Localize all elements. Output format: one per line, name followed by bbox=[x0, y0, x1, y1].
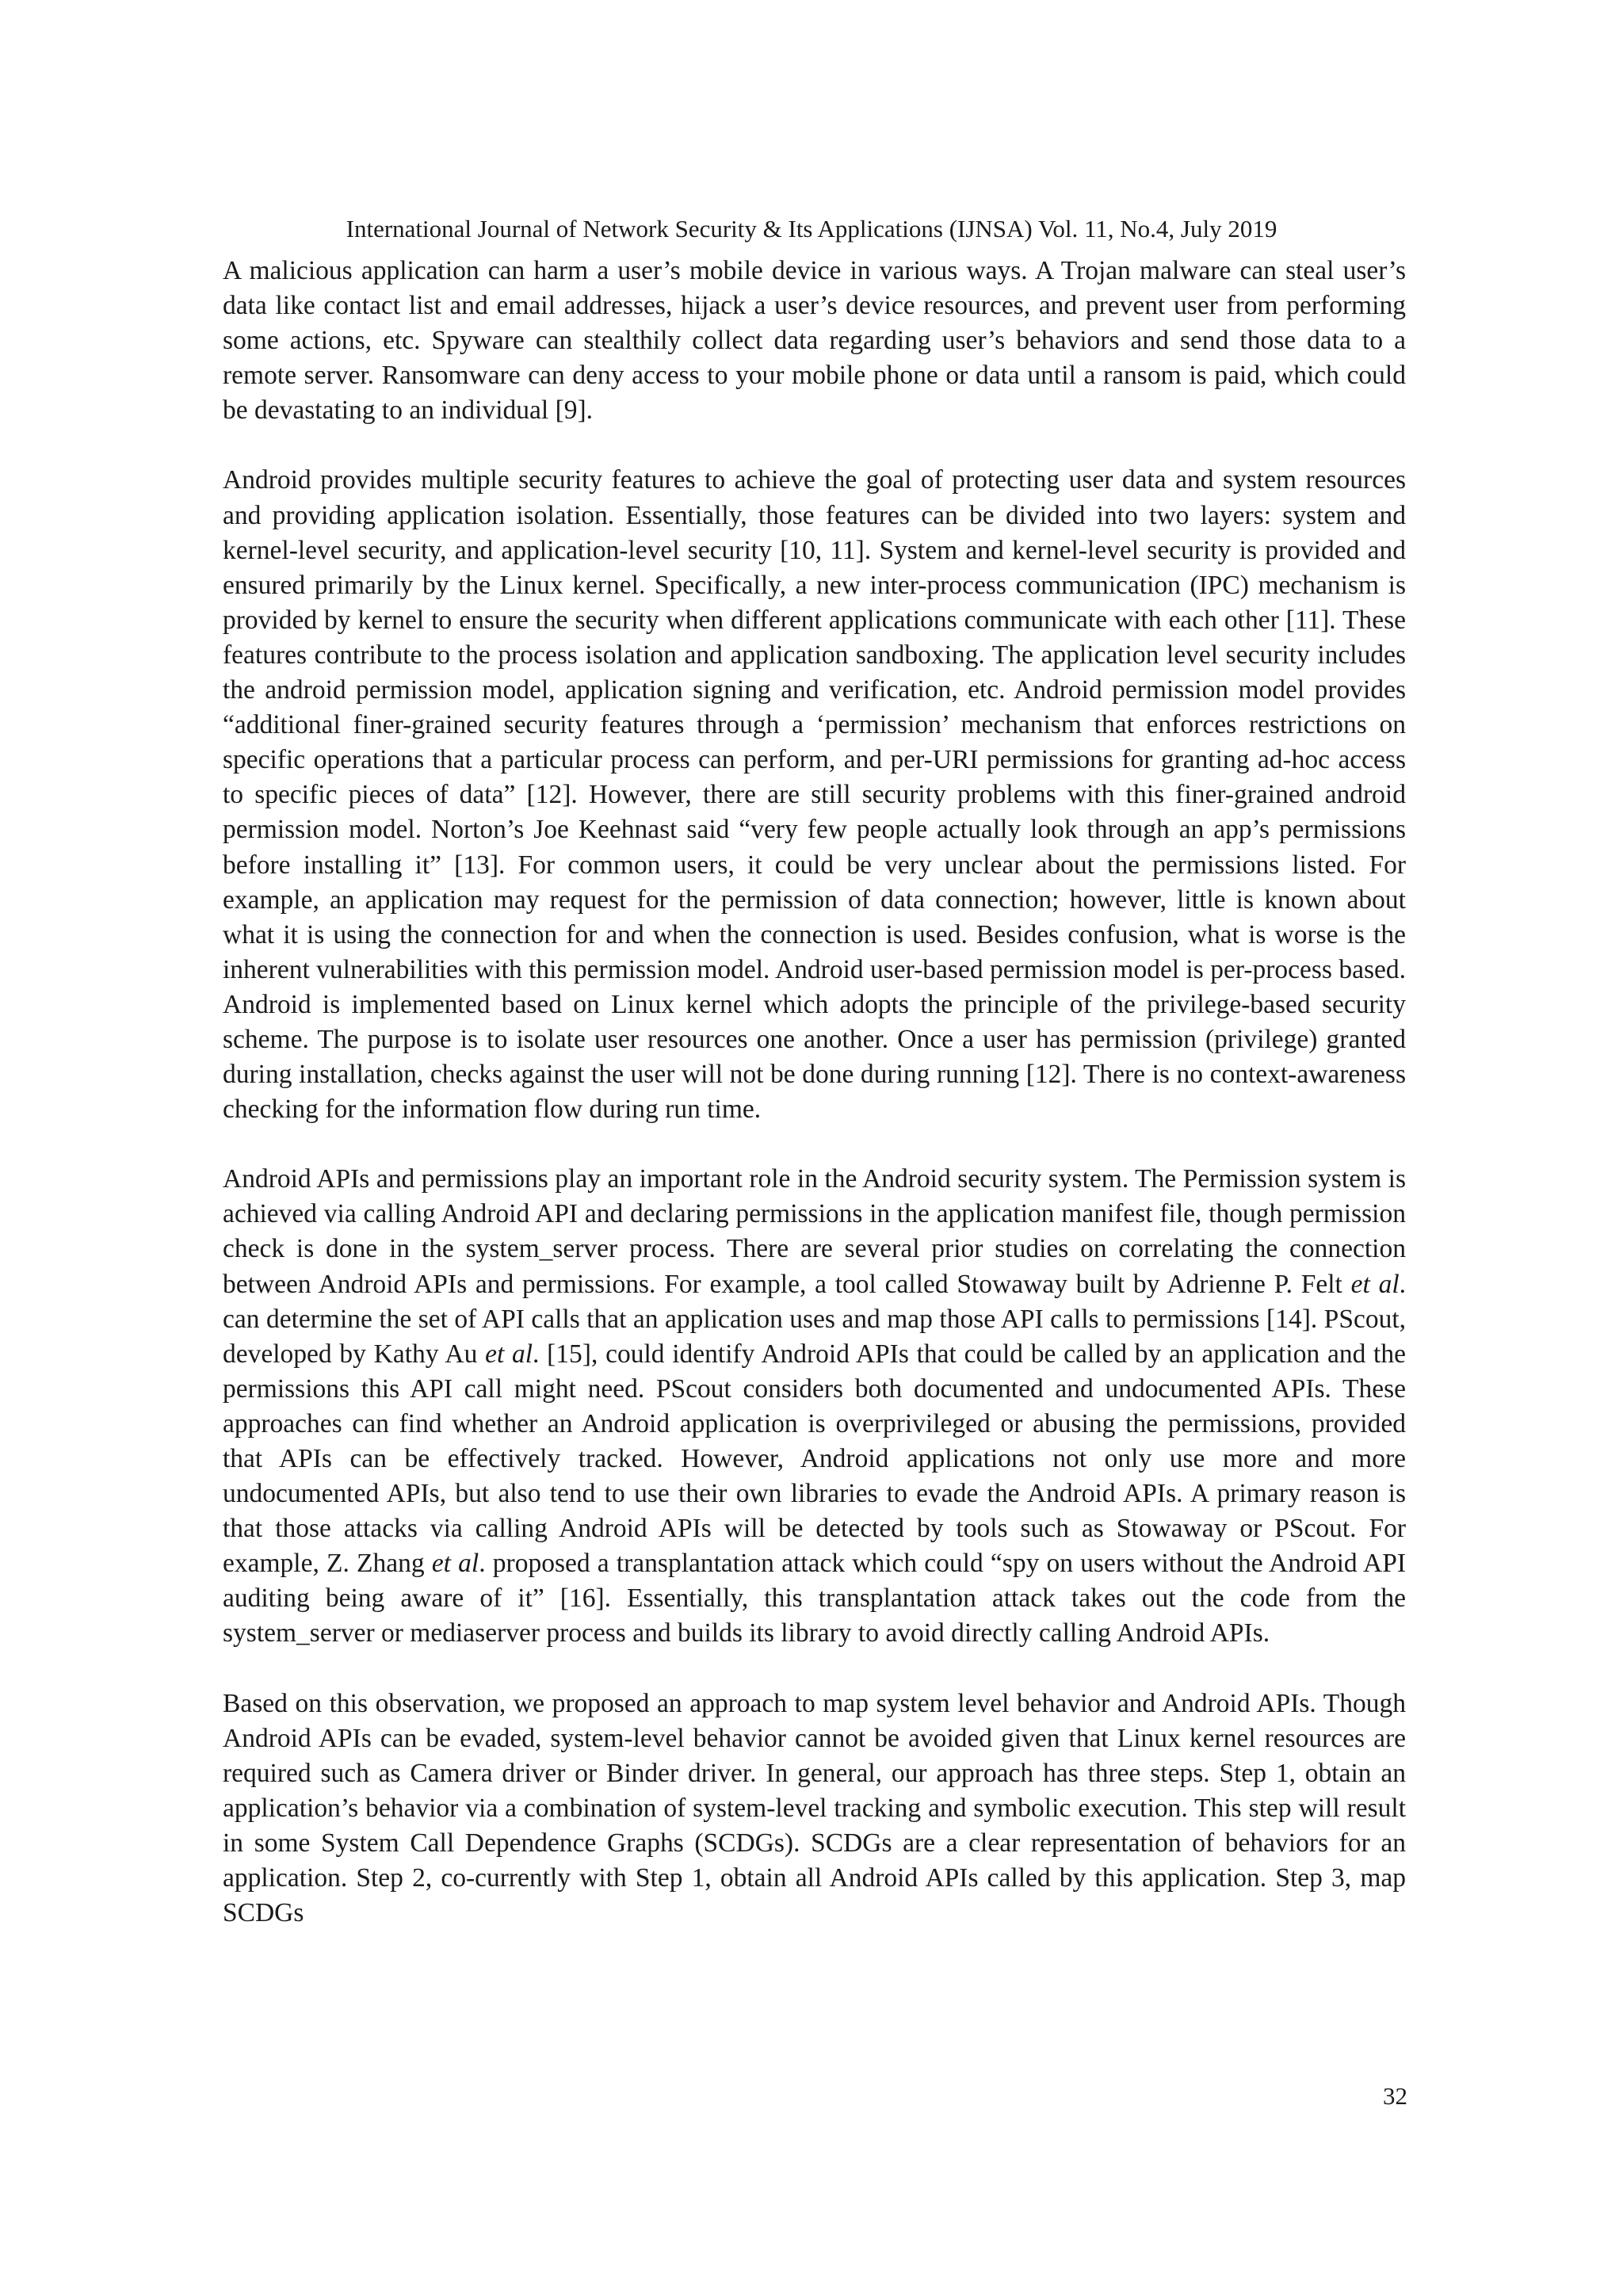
paragraph-text: . can determine the set of API calls that an application uses and map those API calls to permissions [14]. PScout, developed by Kathy Au bbox=[223, 1269, 1406, 1369]
paragraph-text: . [15], could identify Android APIs that could be called by an application and the permissions this API call might need. PScout considers both documented and undocumented APIs. These approaches can find whether an Android application is overprivileged or abusing the permissions, provided that APIs can be effectively tracked. However, Android applications not only use more and more undocumented APIs, but also tend to use their own libraries to evade the Android APIs. A primary reason is that those attacks via calling Android APIs will be detected by tools such as Stowaway or PScout. For example, Z. Zhang bbox=[223, 1339, 1406, 1579]
paragraph-proposed-approach bbox=[223, 1687, 1406, 1931]
paragraph-text: Based on this observation, we proposed an approach to map system level behavior and Android APIs. Though Android APIs can be evaded, system-level behavior cannot be avoided given that Linux kernel resources are required such as Camera driver or Binder driver. In general, our approach has three steps. Step 1, obtain an application’s behavior via a combination of system-level tracking and symbolic execution. This step will result in some System Call Dependence Graphs (SCDGs). SCDGs are a clear representation of behaviors for an application. Step 2, co-currently with Step 1, obtain all Android APIs called by this application. Step 3, map SCDGs bbox=[223, 1688, 1406, 1928]
citation-et-al: et al bbox=[485, 1339, 533, 1369]
paragraph-apis-and-permissions bbox=[223, 1162, 1406, 1651]
article-body bbox=[223, 254, 1406, 1966]
paragraph-malware-overview bbox=[223, 254, 1406, 428]
paragraph-text: . proposed a transplantation attack which could “spy on users without the Android API auditing being aware of it” [16]. Essentially, this transplantation attack takes out the code from the system_server or mediaserver process and builds its library to avoid directly calling Android APIs. bbox=[223, 1549, 1406, 1648]
citation-et-al: et al bbox=[1350, 1269, 1400, 1299]
paragraph-text: Android provides multiple security features to achieve the goal of protecting user data and system resources and providing application isolation. Essentially, those features can be divided into two layers: system and kernel-level security, and application-level security [10, 11]. System and kernel-level security is provided and ensured primarily by the Linux kernel. Specifically, a new inter-process communication (IPC) mechanism is provided by kernel to ensure the security when different applications communicate with each other [11]. These features contribute to the process isolation and application sandboxing. The application level security includes the android permission model, application signing and verification, etc. Android permission model provides “additional finer-grained security features through a ‘permission’ mechanism that enforces restrictions on specific operations that a particular process can perform, and per-URI permissions for granting ad-hoc access to specific pieces of data” [12]. However, there are still security problems with this finer-grained android permission model. Norton’s Joe Keehnast said “very few people actually look through an app’s permissions before installing it” [13]. For common users, it could be very unclear about the permissions listed. For example, an application may request for the permission of data connection; however, little is known about what it is using the connection for and when the connection is used. Besides confusion, what is worse is the inherent vulnerabilities with this permission model. Android user-based permission model is per-process based. Android is implemented based on Linux kernel which adopts the principle of the privilege-based security scheme. The purpose is to isolate user resources one another. Once a user has permission (privilege) granted during installation, checks against the user will not be done during running [12]. There is no context-awareness checking for the information flow during run time. bbox=[223, 465, 1406, 1125]
paragraph-text: A malicious application can harm a user’s mobile device in various ways. A Trojan malware can steal user’s data like contact list and email addresses, hijack a user’s device resources, and prevent user from performing some actions, etc. Spyware can stealthily collect data regarding user’s behaviors and send those data to a remote server. Ransomware can deny access to your mobile phone or data until a ransom is paid, which could be devastating to an individual [9]. bbox=[223, 256, 1406, 426]
running-header: International Journal of Network Security & Its Applications (IJNSA) Vol. 11, No.4, July 2019 bbox=[346, 215, 1277, 243]
citation-et-al: et al bbox=[431, 1549, 479, 1579]
paragraph-android-security-features bbox=[223, 463, 1406, 1127]
paragraph-text: Android APIs and permissions play an important role in the Android security system. The Permission system is achieved via calling Android API and declaring permissions in the application manifest file, though permission check is done in the system_server process. There are several prior studies on correlating the connection between Android APIs and permissions. For example, a tool called Stowaway built by Adrienne P. Felt bbox=[223, 1164, 1406, 1299]
page-number: 32 bbox=[1383, 2082, 1407, 2110]
